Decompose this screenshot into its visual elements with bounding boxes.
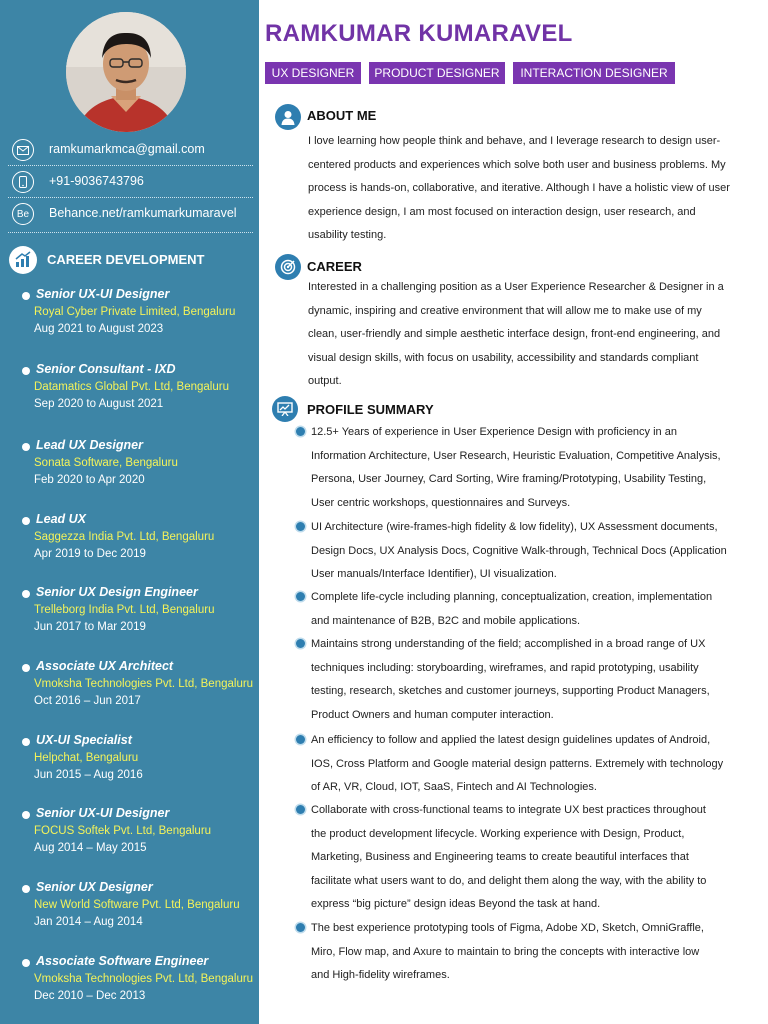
job-company: New World Software Pvt. Ltd, Bengaluru bbox=[34, 899, 240, 911]
summary-line: facilitate what users want to do, and delight them along the way, with the ability to bbox=[311, 874, 707, 887]
job-bullet-icon bbox=[22, 367, 30, 375]
job-bullet-icon bbox=[22, 959, 30, 967]
summary-line: 12.5+ Years of experience in User Experience Design with proficiency in an bbox=[311, 426, 677, 438]
summary-line: Information Architecture, User Research, Heuristic Evaluation, Competitive Analysis, bbox=[311, 449, 721, 462]
summary-item-text bbox=[311, 729, 756, 800]
job-company: Helpchat, Bengaluru bbox=[34, 752, 139, 764]
job-title: Lead UX Designer bbox=[36, 438, 143, 452]
about-line: experience design, I am most focused on interaction design, user research, and bbox=[308, 205, 696, 218]
phone-icon bbox=[12, 171, 34, 193]
job-dates: Aug 2014 – May 2015 bbox=[34, 842, 147, 854]
about-line: I love learning how people think and behave, and I leverage research to design user- bbox=[308, 135, 721, 147]
job-dates: Apr 2019 to Dec 2019 bbox=[34, 548, 146, 560]
job-dates: Dec 2010 – Dec 2013 bbox=[34, 990, 146, 1002]
behance-text[interactable]: Behance.net/ramkumarkumaravel bbox=[49, 206, 237, 220]
summary-line: Maintains strong understanding of the field; accomplished in a broad range of UX bbox=[311, 638, 706, 650]
job-bullet-icon bbox=[22, 811, 30, 819]
job-dates: Feb 2020 to Apr 2020 bbox=[34, 474, 145, 486]
email-text[interactable]: ramkumarkmca@gmail.com bbox=[49, 142, 205, 156]
summary-line: The best experience prototyping tools of Figma, Adobe XD, Sketch, OmniGraffle, bbox=[311, 922, 704, 934]
profile-photo bbox=[66, 12, 186, 132]
summary-line: UI Architecture (wire-frames-high fidelity & low fidelity), UX Assessment documents, bbox=[311, 521, 718, 533]
bullet-icon bbox=[296, 639, 305, 648]
job-bullet-icon bbox=[22, 443, 30, 451]
summary-line: and maintenance of B2B, B2C and mobile applications. bbox=[311, 614, 581, 627]
summary-line: Product Owners and human computer interaction. bbox=[311, 708, 554, 721]
summary-item-text bbox=[311, 516, 756, 587]
role-tag: PRODUCT DESIGNER bbox=[369, 62, 505, 84]
summary-line: testing, research, sketches and customer journeys, supporting Product Managers, bbox=[311, 685, 710, 697]
bullet-icon bbox=[296, 805, 305, 814]
user-icon bbox=[275, 104, 301, 130]
contact-divider bbox=[8, 165, 253, 166]
summary-item-text bbox=[311, 633, 756, 727]
phone-row[interactable] bbox=[10, 171, 255, 195]
summary-line: the product development lifecycle. Working experience with Design, Product, bbox=[311, 827, 685, 840]
about-line: usability testing. bbox=[308, 229, 387, 242]
career-development-title: CAREER DEVELOPMENT bbox=[47, 252, 205, 267]
bullet-icon bbox=[296, 522, 305, 531]
job-bullet-icon bbox=[22, 664, 30, 672]
job-title: Senior UX-UI Designer bbox=[36, 287, 170, 301]
profile-summary-title: PROFILE SUMMARY bbox=[307, 402, 434, 417]
summary-item-text bbox=[311, 917, 756, 988]
summary-line: User centric workshops, questionnaires and Surveys. bbox=[311, 496, 571, 509]
job-title: Senior UX Design Engineer bbox=[36, 585, 198, 599]
job-company: FOCUS Softek Pvt. Ltd, Bengaluru bbox=[34, 825, 212, 837]
career-title: CAREER bbox=[307, 259, 362, 274]
career-line: Interested in a challenging position as a User Experience Researcher & Designer in a bbox=[308, 281, 724, 293]
summary-item-text bbox=[311, 421, 756, 515]
summary-line: express “big picture” design ideas Beyond the task at hand. bbox=[311, 898, 601, 910]
career-text bbox=[308, 276, 756, 394]
summary-line: Collaborate with cross-functional teams to integrate UX best practices throughout bbox=[311, 804, 706, 816]
job-title: Associate Software Engineer bbox=[36, 954, 209, 968]
job-company: Vmoksha Technologies Pvt. Ltd, Bengaluru bbox=[34, 973, 254, 985]
job-company: Saggezza India Pvt. Ltd, Bengaluru bbox=[34, 531, 215, 543]
contact-divider bbox=[8, 232, 253, 233]
job-dates: Jun 2015 – Aug 2016 bbox=[34, 769, 143, 781]
job-title: Senior UX Designer bbox=[36, 880, 153, 894]
about-text bbox=[308, 130, 756, 248]
job-bullet-icon bbox=[22, 885, 30, 893]
summary-line: techniques including: storyboarding, wireframes, and rapid prototyping, usability bbox=[311, 661, 699, 674]
summary-line: Design Docs, UX Analysis Docs, Cognitive Walk-through, Technical Docs (Application bbox=[311, 544, 727, 557]
about-line: process is hands-on, collaborative, and iterative. Although I have a holistic view of user bbox=[308, 182, 730, 195]
job-title: Senior Consultant - IXD bbox=[36, 362, 176, 376]
presentation-icon bbox=[272, 396, 298, 422]
bullet-icon bbox=[296, 427, 305, 436]
summary-line: Complete life-cycle including planning, conceptualization, creation, implementation bbox=[311, 591, 713, 603]
job-title: Senior UX-UI Designer bbox=[36, 806, 170, 820]
job-dates: Jun 2017 to Mar 2019 bbox=[34, 621, 146, 633]
summary-item-text bbox=[311, 799, 756, 917]
summary-line: IOS, Cross Platform and Google material design patterns. Extremely with technology bbox=[311, 757, 724, 770]
sidebar bbox=[0, 0, 259, 1024]
summary-line: of AR, VR, Cloud, IOT, SaaS, Fintech and AI Technologies. bbox=[311, 781, 597, 793]
about-title: ABOUT ME bbox=[307, 108, 377, 123]
role-tag: UX DESIGNER bbox=[265, 62, 361, 84]
job-company: Royal Cyber Private Limited, Bengaluru bbox=[34, 306, 236, 318]
job-title: Lead UX bbox=[36, 512, 87, 526]
career-growth-icon bbox=[9, 246, 37, 274]
behance-icon: Be bbox=[12, 203, 34, 225]
bullet-icon bbox=[296, 592, 305, 601]
job-company: Datamatics Global Pvt. Ltd, Bengaluru bbox=[34, 381, 229, 393]
job-bullet-icon bbox=[22, 738, 30, 746]
job-title: UX-UI Specialist bbox=[36, 733, 132, 747]
job-title: Associate UX Architect bbox=[36, 659, 174, 673]
email-row[interactable] bbox=[10, 139, 255, 163]
job-dates: Jan 2014 – Aug 2014 bbox=[34, 916, 143, 928]
job-company: Trelleborg India Pvt. Ltd, Bengaluru bbox=[34, 604, 215, 616]
phone-text[interactable]: +91-9036743796 bbox=[49, 174, 144, 188]
career-line: clean, user-friendly and simple aesthetic interface design, front-end engineering, and bbox=[308, 328, 721, 341]
summary-line: User manuals/Interface Identifier), UI visualization. bbox=[311, 568, 557, 580]
summary-line: and High-fidelity wireframes. bbox=[311, 969, 450, 981]
job-dates: Oct 2016 – Jun 2017 bbox=[34, 695, 141, 707]
job-bullet-icon bbox=[22, 590, 30, 598]
summary-line: Marketing, Business and Engineering teams to create beautiful interfaces that bbox=[311, 851, 689, 863]
target-icon bbox=[275, 254, 301, 280]
job-dates: Aug 2021 to August 2023 bbox=[34, 323, 164, 335]
contact-divider bbox=[8, 197, 253, 198]
job-company: Vmoksha Technologies Pvt. Ltd, Bengaluru bbox=[34, 678, 254, 690]
job-bullet-icon bbox=[22, 292, 30, 300]
career-line: output. bbox=[308, 375, 342, 388]
role-tag: INTERACTION DESIGNER bbox=[513, 62, 675, 84]
main-content bbox=[259, 0, 768, 1024]
bullet-icon bbox=[296, 923, 305, 932]
summary-item-text bbox=[311, 586, 756, 633]
about-line: centered products and experiences which solve both user and business problems. My bbox=[308, 158, 726, 171]
job-company: Sonata Software, Bengaluru bbox=[34, 457, 178, 469]
behance-row[interactable] bbox=[10, 203, 255, 227]
candidate-name: RAMKUMAR KUMARAVEL bbox=[265, 20, 573, 47]
envelope-icon bbox=[12, 139, 34, 161]
bullet-icon bbox=[296, 735, 305, 744]
summary-line: Miro, Flow map, and Axure to maintain to bring the concepts with interactive low bbox=[311, 945, 700, 958]
summary-line: An efficiency to follow and applied the latest design guidelines updates of Android, bbox=[311, 734, 711, 746]
summary-line: Persona, User Journey, Card Sorting, Wire framing/Prototyping, Usability Testing, bbox=[311, 473, 707, 485]
job-bullet-icon bbox=[22, 517, 30, 525]
job-dates: Sep 2020 to August 2021 bbox=[34, 398, 164, 410]
career-line: dynamic, inspiring and creative environment that will allow me to make use of my bbox=[308, 304, 702, 317]
career-line: visual design skills, with focus on usability, accessibility and standards compliant bbox=[308, 351, 699, 364]
